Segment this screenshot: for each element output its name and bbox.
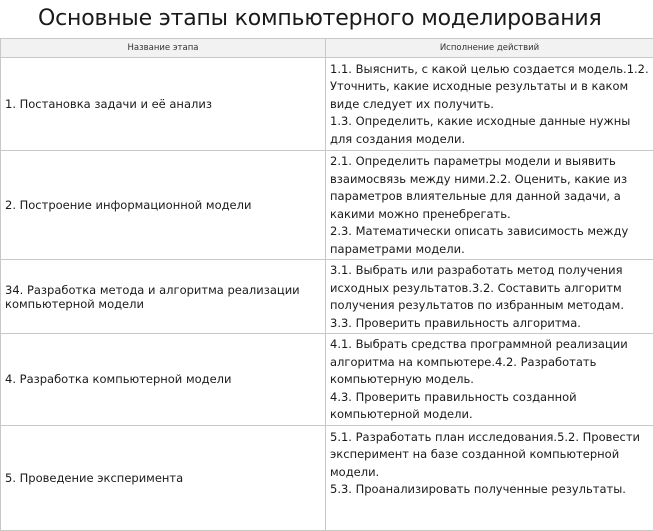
stage-name-cell	[1, 260, 326, 334]
column-header-actions: Исполнение действий	[326, 39, 653, 58]
actions-cell	[326, 425, 653, 530]
table-header-row	[1, 39, 653, 58]
stage-name-cell: 2. Построение информационной модели	[1, 151, 326, 260]
stage-name-cell: 5. Проведение эксперимента	[1, 425, 326, 530]
action-line: эксперимент на базе созданной компьютерной	[330, 446, 649, 464]
action-line: алгоритма на компьютере.4.2. Разработать	[330, 354, 649, 372]
action-line: 5.1. Разработать план исследования.5.2. Провести	[330, 429, 649, 447]
action-line: взаимосвязь между ними.2.2. Оценить, какие из	[330, 171, 649, 189]
action-line: получения результатов по избранным методам.	[330, 297, 649, 315]
table-row	[1, 151, 653, 260]
stages-table	[0, 38, 653, 531]
action-line: 2.1. Определить параметры модели и выявить	[330, 153, 649, 171]
actions-cell	[326, 58, 653, 151]
action-line: компьютерной модели.	[330, 406, 649, 424]
action-line: 1.3. Определить, какие исходные данные нужны	[330, 113, 649, 131]
table-row	[1, 425, 653, 530]
page-title: Основные этапы компьютерного моделирования	[38, 6, 602, 31]
action-line: исходных результатов.3.2. Составить алгоритм	[330, 280, 649, 298]
stage-name-line: компьютерной модели	[5, 297, 321, 311]
stage-name-cell: 1. Постановка задачи и её анализ	[1, 58, 326, 151]
action-line: виде следует их получить.	[330, 96, 649, 114]
action-line: Уточнить, какие исходные результаты и в каком	[330, 78, 649, 96]
action-line: 4.1. Выбрать средства программной реализации	[330, 336, 649, 354]
stage-name-line: 34. Разработка метода и алгоритма реализации	[5, 283, 321, 297]
actions-cell	[326, 151, 653, 260]
actions-cell	[326, 260, 653, 334]
table-row	[1, 58, 653, 151]
column-header-stage: Название этапа	[1, 39, 326, 58]
action-line: 5.3. Проанализировать полученные результаты.	[330, 481, 649, 499]
action-line: параметрами модели.	[330, 241, 649, 259]
actions-cell	[326, 334, 653, 426]
action-line: 2.3. Математически описать зависимость между	[330, 223, 649, 241]
action-line: параметров влиятельные для данной задачи, а	[330, 188, 649, 206]
stage-name-cell: 4. Разработка компьютерной модели	[1, 334, 326, 426]
action-line: 3.3. Проверить правильность алгоритма.	[330, 315, 649, 333]
action-line: 3.1. Выбрать или разработать метод получения	[330, 262, 649, 280]
action-line: компьютерную модель.	[330, 371, 649, 389]
action-line: для создания модели.	[330, 131, 649, 149]
action-line: 4.3. Проверить правильность созданной	[330, 389, 649, 407]
action-line: 1.1. Выяснить, с какой целью создается модель.1.2.	[330, 61, 649, 79]
table-row	[1, 260, 653, 334]
action-line: какими можно пренебрегать.	[330, 206, 649, 224]
action-line: модели.	[330, 464, 649, 482]
table-row	[1, 334, 653, 426]
